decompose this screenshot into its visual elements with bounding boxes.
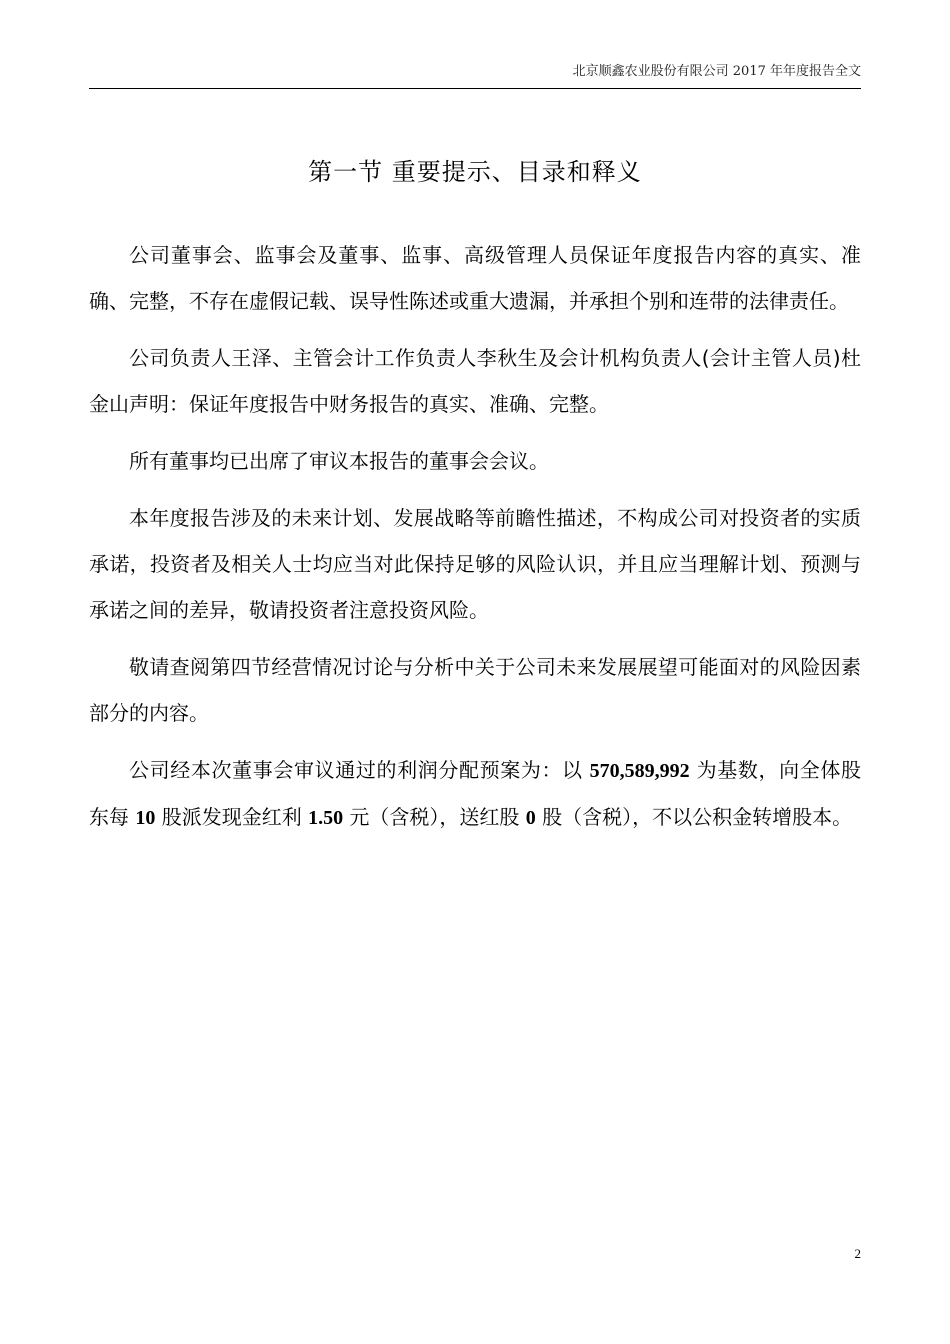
paragraph-profit-distribution (89, 747, 861, 841)
running-header (89, 62, 861, 89)
section-title: 第一节 重要提示、目录和释义 (308, 158, 642, 186)
paragraph-board-attendance: 所有董事均已出席了审议本报告的董事会会议。 (129, 449, 549, 473)
running-header-title: 北京顺鑫农业股份有限公司 2017 年年度报告全文 (572, 64, 861, 79)
page-number: 2 (854, 1246, 861, 1261)
profit-distribution-text-4: 元（含税），送红股 (343, 805, 526, 829)
profit-distribution-text-2: 为基数，向全体股东每 (89, 758, 862, 829)
base-share-count: 570,589,992 (589, 760, 690, 782)
per-share-unit: 10 (135, 807, 156, 829)
profit-distribution-text-1: 公司经本次董事会审议通过的利润分配预案为：以 (129, 758, 590, 782)
profit-distribution-text-3: 股派发现金红利 (155, 805, 309, 829)
body-text (89, 232, 861, 852)
paragraph-risk-reference: 敬请查阅第四节经营情况讨论与分析中关于公司未来发展展望可能面对的风险因素部分的内容。 (89, 655, 861, 725)
paragraph-financial-report-declaration: 公司负责人王泽、主管会计工作负责人李秋生及会计机构负责人(会计主管人员)杜金山声明：保证年度报告中财务报告的真实、准确、完整。 (89, 346, 861, 416)
paragraph-responsibility-statement: 公司董事会、监事会及董事、监事、高级管理人员保证年度报告内容的真实、准确、完整，不存在虚假记载、误导性陈述或重大遗漏，并承担个别和连带的法律责任。 (89, 243, 861, 313)
bonus-share-count: 0 (525, 807, 536, 829)
cash-dividend-amount: 1.50 (308, 807, 344, 829)
profit-distribution-text-5: 股（含税），不以公积金转增股本。 (535, 805, 853, 829)
paragraph-forward-looking-disclaimer: 本年度报告涉及的未来计划、发展战略等前瞻性描述，不构成公司对投资者的实质承诺，投资者及相关人士均应当对此保持足够的风险认识，并且应当理解计划、预测与承诺之间的差异，敬请投资者注意投资风险。 (89, 506, 861, 622)
